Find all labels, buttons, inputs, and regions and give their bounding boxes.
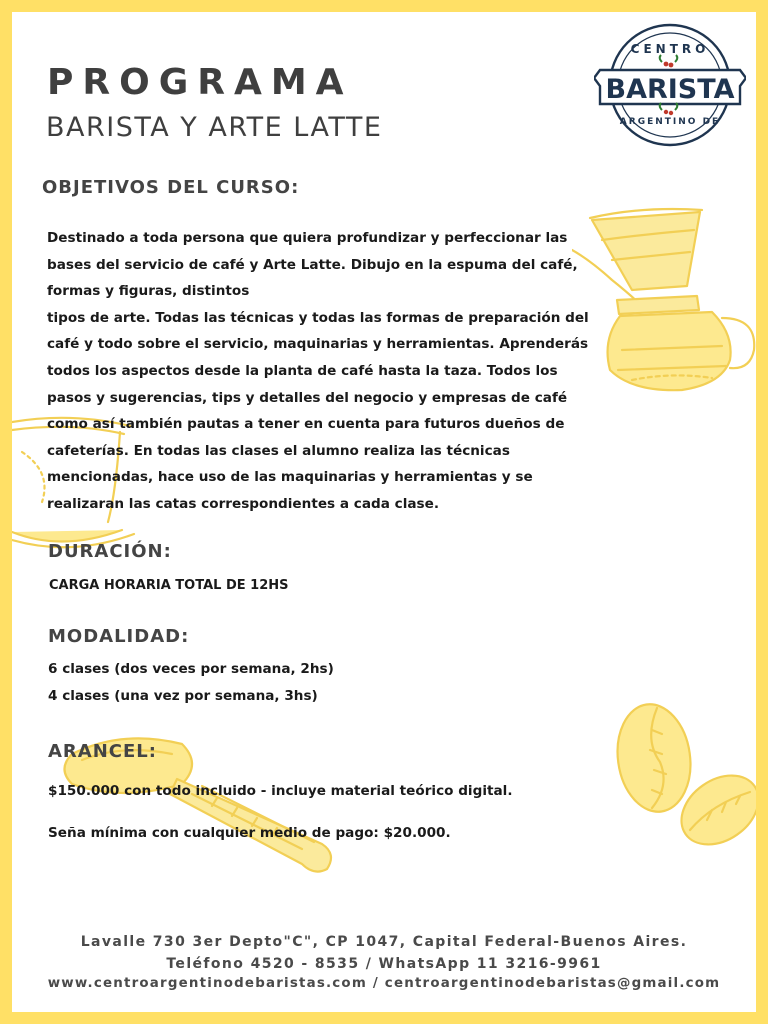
objetivos-paragraph bbox=[47, 225, 607, 518]
coffee-beans-illustration bbox=[612, 700, 762, 860]
objetivos-line: como así también pautas a tener en cuenta para futuros dueños de bbox=[47, 416, 565, 433]
logo-name-text: BARISTA bbox=[605, 74, 735, 105]
objetivos-line: pasos y sugerencias, tips y detalles del negocio y empresas de café bbox=[47, 389, 568, 406]
objetivos-line: café y todo sobre el servicio, maquinarias y herramientas. Aprenderás bbox=[47, 336, 589, 353]
modalidad-option: 4 clases (una vez por semana, 3hs) bbox=[48, 688, 318, 704]
footer-web: www.centroargentinodebaristas.com / centroargentinodebaristas@gmail.com bbox=[47, 976, 721, 991]
objetivos-line: mencionadas, hace uso de las maquinarias y herramientas y se bbox=[47, 469, 533, 486]
objetivos-line: cafeterías. En todas las clases el alumno realiza las técnicas bbox=[47, 442, 510, 459]
duracion-heading: DURACIÓN: bbox=[48, 541, 172, 562]
objetivos-heading: OBJETIVOS DEL CURSO: bbox=[42, 177, 300, 198]
objetivos-line: todos los aspectos desde la planta de café hasta la taza. Todos los bbox=[47, 362, 558, 379]
objetivos-line: formas y figuras, distintos bbox=[47, 283, 250, 300]
footer-phone: Teléfono 4520 - 8535 / WhatsApp 11 3216-9961 bbox=[166, 956, 602, 972]
logo-top-arc-text: CENTRO bbox=[630, 42, 710, 56]
objetivos-line: Destinado a toda persona que quiera profundizar y perfeccionar las bbox=[47, 230, 568, 246]
arancel-price: $150.000 con todo incluido - incluye material teórico digital. bbox=[48, 783, 513, 799]
duracion-text: CARGA HORARIA TOTAL DE 12HS bbox=[49, 578, 289, 593]
modalidad-heading: MODALIDAD: bbox=[48, 626, 190, 647]
arancel-deposit: Seña mínima con cualquier medio de pago: $20.000. bbox=[48, 825, 451, 841]
centro-argentino-barista-logo bbox=[594, 20, 746, 150]
objetivos-line: tipos de arte. Todas las técnicas y todas las formas de preparación del bbox=[47, 309, 589, 326]
page-title: PROGRAMA bbox=[47, 62, 353, 103]
footer-address: Lavalle 730 3er Depto"C", CP 1047, Capital Federal-Buenos Aires. bbox=[80, 934, 688, 950]
objetivos-line: bases del servicio de café y Arte Latte. Dibujo en la espuma del café, bbox=[47, 256, 578, 273]
page-subtitle: BARISTA Y ARTE LATTE bbox=[46, 112, 383, 143]
modalidad-option: 6 clases (dos veces por semana, 2hs) bbox=[48, 661, 334, 677]
objetivos-line: realizaran las catas correspondientes a cada clase. bbox=[47, 495, 440, 512]
arancel-heading: ARANCEL: bbox=[48, 741, 157, 762]
logo-bottom-arc-text: ARGENTINO DE bbox=[619, 117, 721, 127]
